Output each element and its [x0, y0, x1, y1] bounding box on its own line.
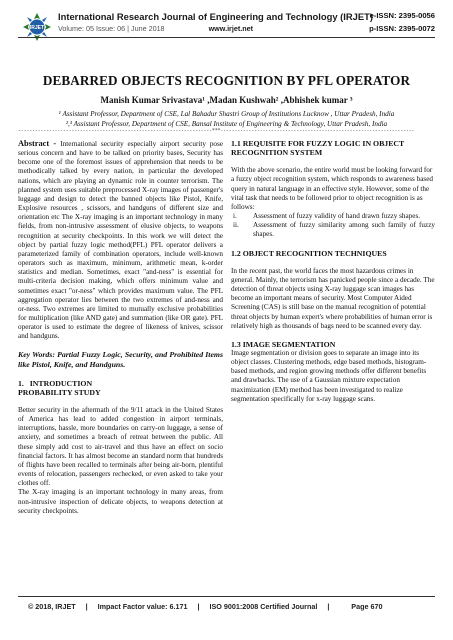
journal-title: International Research Journal of Engineering and Technology (IRJET) [58, 11, 373, 22]
footer-rule [18, 596, 435, 597]
section-1-number: 1. [18, 378, 24, 388]
affiliation-2: ²,³ Assistant Professor, Department of CSE, Bansal Institute of Engineering & Technology, Uttar Pradesh, India [65, 120, 388, 128]
intro-paragraph-2: The X-ray imaging is an important technology in many areas, from non-intrusive inspection of delicate objects, to weapons detection at security checkpoints. [18, 488, 223, 515]
eissn: e-ISSN: 2395-0056 [369, 11, 435, 20]
section-1-title: INTRODUCTION [29, 378, 93, 388]
list-item [231, 221, 435, 239]
section-1-title-line2: PROBABILITY STUDY [18, 387, 101, 397]
list-item-text: Assessment of fuzzy validity of hand drawn fuzzy shapes. [253, 212, 421, 221]
list-item-text: Assessment of fuzzy similarity among such family of fuzzy shapes. [253, 221, 435, 239]
list-item-number: ii. [233, 221, 239, 230]
volume-issue: Volume: 05 Issue: 06 | June 2018 [58, 24, 165, 33]
section-1-1-text: With the above scenario, the entire world must be looking forward for a fuzzy object recognition system, which responds to awareness based query in natural language in an effective style. However, some of the vital task that needs to be followed prior to object recognition is as follows: [231, 166, 433, 211]
intro-paragraph-1: Better security in the aftermath of the 9/11 attack in the United States of America has lead to added congestion in airport terminals, interruptions, hassle, more boundaries on carry-on luggage, a sense of anxiety, and sometimes a breach of retreat between the public. All these simply add cost to air-travel and thus have an effect on socio financial factors. It has almost become an standard norm that hundreds of flights have been recalled to terminals after being air-born, plentiful events of relocation, passengers rechecked, or even asked to take your clothes off. [18, 405, 223, 488]
section-1-2-heading: 1.2 OBJECT RECOGNITION TECHNIQUES [231, 248, 387, 258]
list-item-number: i. [233, 212, 237, 221]
section-1-1-heading: 1.1 REQUISITE FOR FUZZY LOGIC IN OBJECT RECOGNITION SYSTEM [231, 139, 405, 158]
section-separator: ---------------------------------------------------------------------***--------------------------------------------------------------------- [18, 128, 415, 134]
affiliation-1: ¹ Assistant Professor, Department of CSE, Lal Bahadur Shastri Group of Institutions Lucknow , Uttar Pradesh, India [58, 110, 395, 118]
section-1-3-heading: 1.3 IMAGE SEGMENTATION [231, 339, 336, 349]
page-footer: © 2018, IRJET | Impact Factor value: 6.171 | ISO 9001:2008 Certified Journal | Page 670 [28, 602, 383, 611]
logo-text: IRJET [29, 25, 45, 32]
fuzzy-task-list [231, 212, 435, 239]
journal-subline [58, 24, 253, 33]
keywords [18, 350, 223, 369]
abstract-label: Abstract - [18, 139, 61, 148]
left-column [18, 139, 223, 516]
abstract [18, 139, 223, 341]
keywords-text: Partial Fuzzy Logic, Security, and Prohibited Items like Pistol, Knife, and Handguns. [18, 350, 224, 370]
keywords-label: Key Words: [18, 350, 55, 360]
section-1-2-text: In the recent past, the world faces the most hazardous crimes in general. Mainly, the terrorism has panicked people since a decade. The detection of threat objects using X-ray luggage scan images has become an important means of security. Most Computer Aided Screening (CAS) is still base on the manual recognition of potential threat objects by human expert's where probabilities of human error is relatively high as thousands of bags need to be scanned every day. [231, 266, 435, 330]
abstract-text: International security especially airport security pose serious concern and have to be talked on priority bases, Security has become one of the foremost issues of apprehension that needs to be methodically talked by every nation, in particular the developed nations, which are playing an dynamic role in counter terrorism. The planned system uses suitable preprocessed X-ray images of passenger's luggage and design to detect the banned objects like Pistol, Knife, Explosive resources , scissors, and handguns of different size and orientation etc The X-ray imaging is an important technology in many fields, from non-intrusive assessment of elusive objects, to weapons recognition at security checkpoints. In this work we will detect the object by partial fuzzy logic method(PFL) PFL operator delivers a parameterized family of combination operators, include well-known operators such as maximum, minimum, arithmetic mean, k-order statistics and median. Sometimes, exact "and-ness" is essential for multi-criteria decision making, which offers minimum value and sometimes exact "or-ness" which provides maximum value. The PFL aggregation operator lies between the two extremes of and-ness and or-ness. Two extremes are limited to mutually exclusive probabilities for multiplication (like AND gate) and summation (like OR gate). PFL operator is used to estimate the degree of likeness of knives, scissor and handguns. [18, 140, 223, 341]
section-1-3-text: Image segmentation or division goes to separate an image into its object classes. Clustering methods, edge based methods, histogram-based methods, and region growing methods offer different benefits and drawbacks. The use of a Gaussian mixture expectation maximization (EM) method has been investigated to realize segmentation specifically for x-ray luggage scans. [231, 348, 427, 403]
section-1-heading [18, 379, 223, 388]
header-rule [18, 37, 435, 38]
pissn: p-ISSN: 2395-0072 [369, 24, 435, 33]
paper-authors: Manish Kumar Srivastava¹ ,Madan Kushwah² ,Abhishek kumar ³ [100, 95, 353, 105]
paper-title: DEBARRED OBJECTS RECOGNITION BY PFL OPERATOR [42, 73, 411, 88]
right-column [231, 139, 435, 404]
journal-website: www.irjet.net [208, 24, 254, 33]
list-item [231, 212, 435, 221]
